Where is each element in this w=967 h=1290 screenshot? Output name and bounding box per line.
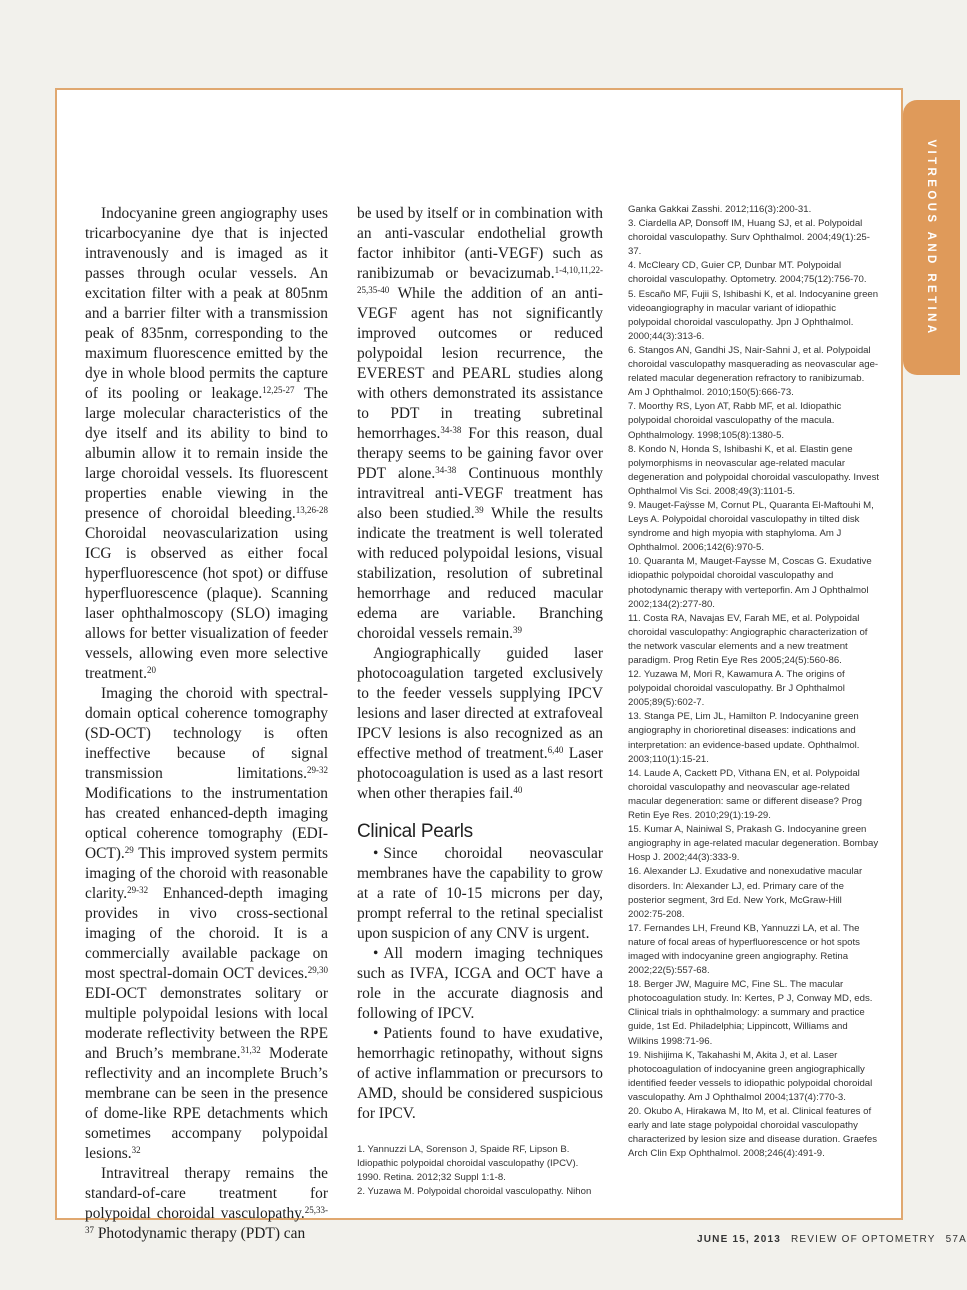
reference-item: 11. Costa RA, Navajas EV, Farah ME, et al. Polypoidal choroidal vasculopathy: Angiographic characterization of the network vascular elements and a new treatment paradigm. Prog Retin Eye Res 2005;24(5):560-86. xyxy=(628,612,868,666)
section-tab-label: VITREOUS AND RETINA xyxy=(925,139,937,337)
citation-superscript: 29 xyxy=(124,845,134,855)
body-text: For this reason, dual therapy seems to be gaining favor over PDT alone. xyxy=(357,425,603,482)
body-text: Moderate reflectivity and an incomplete Bruch’s membrane can be seen in the presence of dome-like RPE detachments which sometimes accompany polypoidal lesions. xyxy=(85,1045,328,1162)
body-text: Indocyanine green angiography uses tricarbocyanine dye that is injected intravenously and is imaged as it passes through ocular vessels. An excitation filter with a peak at 805nm and a barrier filter with a transmission peak of 835nm, corresponding to the maximum fluorescence emitted by the dye in whole blood permits the capture of its pooling or leakage. xyxy=(85,205,328,402)
reference-item: 17. Fernandes LH, Freund KB, Yannuzzi LA, et al. The nature of focal areas of hyperfluorescence or hot spots imaged with indocyanine green angiography. Retina 2002;22(5):557-68. xyxy=(628,922,860,977)
citation-superscript: 39 xyxy=(474,505,484,515)
citation-superscript: 13,26-28 xyxy=(295,505,328,515)
reference-item: 9. Mauget-Faÿsse M, Cornut PL, Quaranta El-Maftouhi M, Leys A. Polypoidal choroidal vasculopathy in tilted disk syndrome and high myopia with staphyloma. Am J Ophthalmol. 2006;142(6):970-5. xyxy=(628,499,874,554)
reference-item: 16. Alexander LJ. Exudative and nonexudative macular disorders. In: Alexander LJ, ed. Primary care of the posterior segment, 3rd Ed. New York, McGraw-Hill 2002:75-208. xyxy=(628,866,863,920)
reference-item: 18. Berger JW, Maguire MC, Fine SL. The macular photocoagulation study. In: Kertes, P J, Conway MD, eds. Clinical trials in ophthalmology: a summary and practice guide, 1st Ed. Philadelphia; Lippincott, Williams and Wilkins 1998:71-96. xyxy=(628,979,873,1047)
column-1 xyxy=(85,204,328,1244)
citation-superscript: 39 xyxy=(513,625,522,635)
footer-publication: REVIEW OF OPTOMETRY xyxy=(790,1234,936,1245)
reference-item: Ganka Gakkai Zasshi. 2012;116(3):200-31. xyxy=(628,204,812,215)
citation-superscript: 40 xyxy=(513,785,523,795)
footer-page-number: 57A xyxy=(945,1234,967,1245)
body-paragraph xyxy=(85,1164,328,1244)
body-text: Modifications to the instrumentation has created enhanced-depth imaging optical coherence tomography (EDI-OCT). xyxy=(85,785,328,862)
clinical-pearl-item xyxy=(357,944,603,1024)
reference-item: 5. Escaño MF, Fujii S, Ishibashi K, et al. Indocyanine green videoangiography in macular variant of idiopathic polypoidal choroidal vasculopathy. Jpn J Ophthalmol. 2000;44(3):313-6. xyxy=(628,288,879,342)
references-column-3 xyxy=(628,203,880,1161)
citation-superscript: 34-38 xyxy=(440,425,462,435)
body-paragraph xyxy=(85,204,328,684)
page-footer xyxy=(697,1234,967,1245)
body-text: Imaging the choroid with spectral-domain optical coherence tomography (SD-OCT) technology is often ineffective because of signal transmission limitations. xyxy=(85,685,328,782)
body-text: This improved system permits imaging of the choroid with reasonable clarity. xyxy=(85,845,328,902)
body-text: Intravitreal therapy remains the standard-of-care treatment for polypoidal choroidal vasculopathy. xyxy=(85,1165,328,1222)
body-text: Choroidal neovascularization using ICG is observed as either focal hyperfluorescence (hot spot) or diffuse hyperfluorescence (plaque). Scanning laser ophthalmoscopy (SLO) imaging allows for better visualization of feeder vessels, allowing even more selective treatment. xyxy=(85,525,328,682)
body-text: Continuous monthly intravitreal anti-VEGF treatment has also been studied. xyxy=(357,465,603,522)
citation-superscript: 25,33-37 xyxy=(85,1205,328,1235)
body-text: Photodynamic therapy (PDT) can xyxy=(97,1225,306,1242)
citation-superscript: 29,30 xyxy=(307,965,328,975)
bullet-icon: • xyxy=(373,845,379,862)
body-text: While the results indicate the treatment is well tolerated with reduced polypoidal lesions, visual stabilization, resolution of subretinal hemorrhage and reduced macular edema are variable. Branching choroidal vessels remain. xyxy=(357,505,603,642)
citation-superscript: 6,40 xyxy=(547,745,564,755)
citation-superscript: 29-32 xyxy=(307,765,328,775)
body-paragraph xyxy=(357,644,603,804)
body-text: Enhanced-depth imaging provides in vivo cross-sectional imaging of the choroid. It is a commercially available package on most spectral-domain OCT devices. xyxy=(85,885,328,982)
clinical-pearl-text: Patients found to have exudative, hemorrhagic retinopathy, without signs of active inflammation or precursors to AMD, should be considered suspicious for IPCV. xyxy=(357,1025,603,1122)
body-text: Angiographically guided laser photocoagulation targeted exclusively to the feeder vessels supplying IPCV lesions and laser directed at extrafoveal IPCV lesions is also recognized as an effective method of treatment. xyxy=(357,645,603,762)
bullet-icon: • xyxy=(373,945,379,962)
citation-superscript: 32 xyxy=(131,1145,141,1155)
reference-item: 8. Kondo N, Honda S, Ishibashi K, et al. Elastin gene polymorphisms in neovascular age-related macular degeneration and polypoidal choroidal vasculopathy. Invest Ophthalmol Vis Sci. 2008;49(3):1101-5. xyxy=(628,443,880,497)
body-text: Laser photocoagulation is used as a last resort when other therapies fail. xyxy=(357,745,603,802)
reference-item: 14. Laude A, Cackett PD, Vithana EN, et al. Polypoidal choroidal vasculopathy and neovascular age-related macular degeneration: same or different disease? Prog Retin Eye Res. 2010;29(1):19-29. xyxy=(628,767,862,822)
body-text: EDI-OCT demonstrates solitary or multiple polypoidal lesions with local moderate reflectivity between the RPE and Bruch’s membrane. xyxy=(85,985,328,1062)
column-2 xyxy=(357,204,603,1199)
clinical-pearl-item xyxy=(357,1024,603,1124)
clinical-pearl-item xyxy=(357,844,603,944)
bullet-icon: • xyxy=(373,1025,379,1042)
body-paragraph xyxy=(85,684,328,1164)
clinical-pearls-heading: Clinical Pearls xyxy=(357,821,473,842)
reference-item: 20. Okubo A, Hirakawa M, Ito M, et al. Clinical features of early and late stage polypoidal choroidal vasculopathy characterized by lesion size and disease duration. Graefes Arch Clin Exp Ophthalmol. 2008;246(4):491-9. xyxy=(628,1106,878,1160)
reference-item: 12. Yuzawa M, Mori R, Kawamura A. The origins of polypoidal choroidal vasculopathy. Br J Ophthalmol 2005;89(5):602-7. xyxy=(628,669,845,709)
reference-item: 7. Moorthy RS, Lyon AT, Rabb MF, et al. Idiopathic polypoidal choroidal vasculopathy of the macula. Ophthalmology. 1998;105(8):1380-5. xyxy=(628,401,842,441)
reference-item: 2. Yuzawa M. Polypoidal choroidal vasculopathy. Nihon xyxy=(357,1186,592,1197)
reference-item: 10. Quaranta M, Mauget-Faysse M, Coscas G. Exudative idiopathic polypoidal choroidal vasculopathy and photodynamic therapy with verteporfin. Am J Ophthalmol 2002;134(2):277-80. xyxy=(628,556,872,610)
reference-item: 13. Stanga PE, Lim JL, Hamilton P. Indocyanine green angiography in chorioretinal diseases: indications and interpretation: an evidence-based update. Ophthalmol. 2003;110(1):15-21. xyxy=(628,711,860,765)
reference-item: 19. Nishijima K, Takahashi M, Akita J, et al. Laser photocoagulation of indocyanine green angiographically identified feeder vessels to idiopathic polypoidal choroidal vasculopathy. Am J Ophthalmol 2004;137(4):770-3. xyxy=(628,1049,873,1103)
references-column-2 xyxy=(357,1143,603,1199)
footer-date: JUNE 15, 2013 xyxy=(697,1234,781,1245)
citation-superscript: 29-32 xyxy=(127,885,149,895)
citation-superscript: 31,32 xyxy=(240,1045,261,1055)
citation-superscript: 34-38 xyxy=(435,465,457,475)
reference-item: 4. McCleary CD, Guier CP, Dunbar MT. Polypoidal choroidal vasculopathy. Optometry. 2004;75(12):756-70. xyxy=(628,260,867,286)
body-paragraph xyxy=(357,204,603,644)
reference-item: 1. Yannuzzi LA, Sorenson J, Spaide RF, Lipson B. Idiopathic polypoidal choroidal vasculopathy (IPCV). 1990. Retina. 2012;32 Suppl 1:1-8. xyxy=(357,1144,579,1183)
body-text: While the addition of an anti-VEGF agent has not significantly improved outcomes or reduced polypoidal lesion recurrence, the EVEREST and PEARL studies along with others demonstrated its assistance to PDT in treating subretinal hemorrhages. xyxy=(357,285,603,442)
citation-superscript: 1-4,10,11,22-25,35-40 xyxy=(357,265,603,295)
citation-superscript: 20 xyxy=(146,665,156,675)
reference-item: 15. Kumar A, Nainiwal S, Prakash G. Indocyanine green angiography in age-related macular degeneration. Bombay Hosp J. 2002;44(3):333-9. xyxy=(628,824,879,864)
reference-item: 6. Stangos AN, Gandhi JS, Nair-Sahni J, et al. Polypoidal choroidal vasculopathy masquerading as neovascular age-related macular degeneration refractory to ranibizumab. Am J Ophthalmol. 2010;150(5):666-73. xyxy=(628,344,879,399)
reference-item: 3. Ciardella AP, Donsoff IM, Huang SJ, et al. Polypoidal choroidal vasculopathy. Surv Ophthalmol. 2004;49(1):25-37. xyxy=(628,218,870,258)
citation-superscript: 12,25-27 xyxy=(262,385,295,395)
clinical-pearl-text: All modern imaging techniques such as IVFA, ICGA and OCT have a role in the accurate diagnosis and following of IPCV. xyxy=(357,945,603,1022)
clinical-pearl-text: Since choroidal neovascular membranes have the capability to grow at a rate of 10-15 microns per day, prompt referral to the retinal specialist upon suspicion of any CNV is urgent. xyxy=(357,845,603,942)
body-text: The large molecular characteristics of the dye itself and its ability to bind to albumin allow it to remain inside the large choroidal vessels. Its fluorescent properties enable viewing in the presence of choroidal bleeding. xyxy=(85,385,328,522)
body-text: be used by itself or in combination with an anti-vascular endothelial growth factor inhibitor (anti-VEGF) such as ranibizumab or bevacizumab. xyxy=(357,205,603,282)
